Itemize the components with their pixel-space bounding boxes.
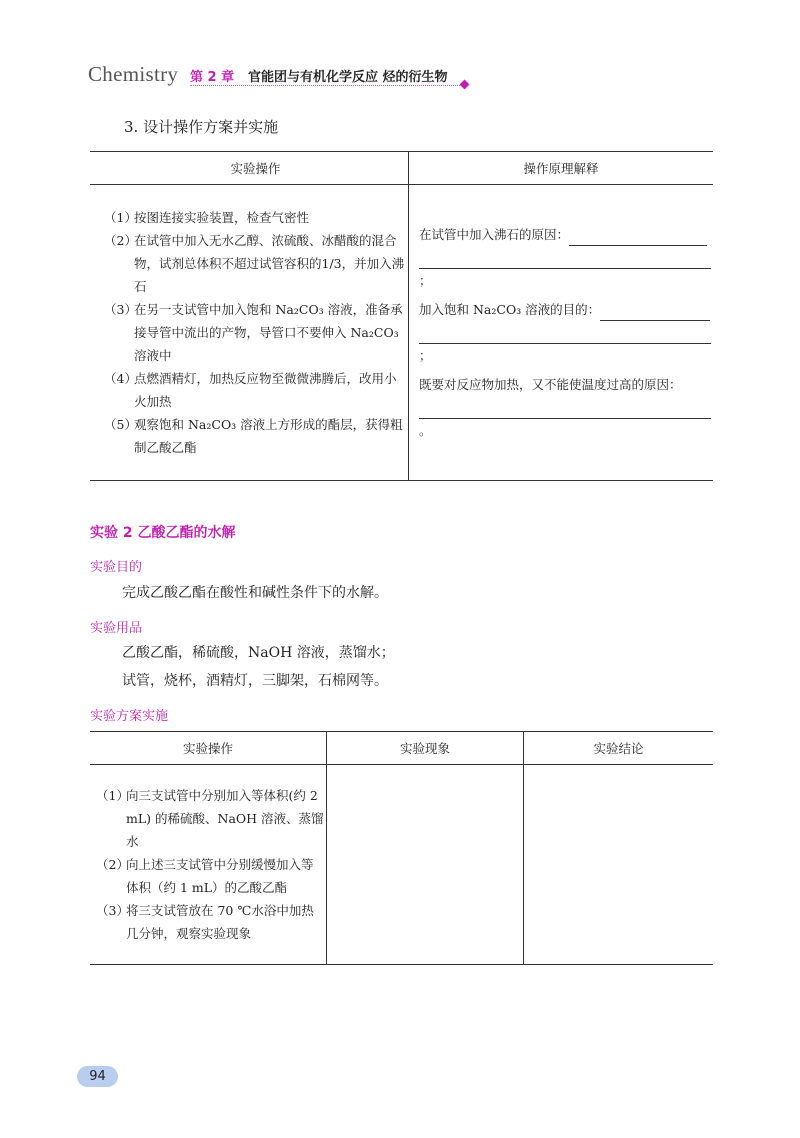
answer-blank[interactable] [419,404,711,419]
chapter-label: 第 2 章 [190,70,235,85]
step-item: （5） 观察饱和 Na₂CO₃ 溶液上方形成的酯层，获得粗制乙酸乙酯 [104,417,403,455]
header-diamond-icon [460,80,470,90]
answer-blank[interactable] [419,329,711,344]
question-boiling-chips: 在试管中加入沸石的原因： ； [419,223,712,292]
step-item: （3） 将三支试管放在 70 ℃水浴中加热几分钟，观察实验现象 [96,903,314,941]
step-item: （4） 点燃酒精灯，加热反应物至微微沸腾后，改用小火加热 [104,371,397,409]
plan-heading: 实验方案实施 [90,709,169,724]
section-title: 3. 设计操作方案并实施 [124,118,279,136]
col-phenomenon-header: 实验现象 [327,732,524,765]
phenomenon-cell[interactable] [327,765,524,965]
materials-heading: 实验用品 [90,621,143,636]
materials-line: 乙酸乙酯，稀硫酸，NaOH 溶液，蒸馏水； [122,645,395,661]
question-na2co3-purpose: 加入饱和 Na₂CO₃ 溶液的目的： ； [419,298,712,367]
materials-line: 试管，烧杯，酒精灯，三脚架，石棉网等。 [122,673,388,689]
step-item: （2） 在试管中加入无水乙醇、浓硫酸、冰醋酸的混合物，试剂总体积不超过试管容积的1/3，并加入沸石 [104,233,405,294]
col-operation-header: 实验操作 [90,732,327,765]
step-item: （2） 向上述三支试管中分别缓慢加入等体积（约 1 mL）的乙酸乙酯 [96,857,314,895]
header-divider [190,85,460,86]
answer-blank[interactable] [569,231,707,246]
conclusion-cell[interactable] [524,765,714,965]
answer-blank[interactable] [600,306,710,321]
page-header [88,60,473,88]
hydrolysis-steps-cell [90,765,327,965]
page-number: 94 [77,1066,118,1087]
chapter-title: 官能团与有机化学反应 烃的衍生物 [248,70,448,85]
answer-blank[interactable] [419,254,711,269]
brand-title: Chemistry [88,62,179,86]
col-conclusion-header: 实验结论 [524,732,714,765]
operation-steps-cell [90,185,409,481]
step-item: （1） 向三支试管中分别加入等体积(约 2 mL) 的稀硫酸、NaOH 溶液、蒸馏水 [96,788,324,849]
purpose-text: 完成乙酸乙酯在酸性和碱性条件下的水解。 [122,585,388,601]
purpose-heading: 实验目的 [90,560,143,575]
principle-cell [409,185,714,481]
col-principle-header: 操作原理解释 [409,152,714,185]
step-item: （1） 按图连接实验装置，检查气密性 [104,210,310,225]
question-temperature: 既要对反应物加热，又不能使温度过高的原因： 。 [419,373,712,442]
step-item: （3） 在另一支试管中加入饱和 Na₂CO₃ 溶液，准备承接导管中流出的产物，导管口不要伸入 Na₂CO₃ 溶液中 [104,302,403,363]
experiment-title: 实验 2 乙酸乙酯的水解 [90,525,236,541]
col-operation-header: 实验操作 [90,152,409,185]
hydrolysis-table [90,731,713,965]
operation-table [90,151,713,481]
